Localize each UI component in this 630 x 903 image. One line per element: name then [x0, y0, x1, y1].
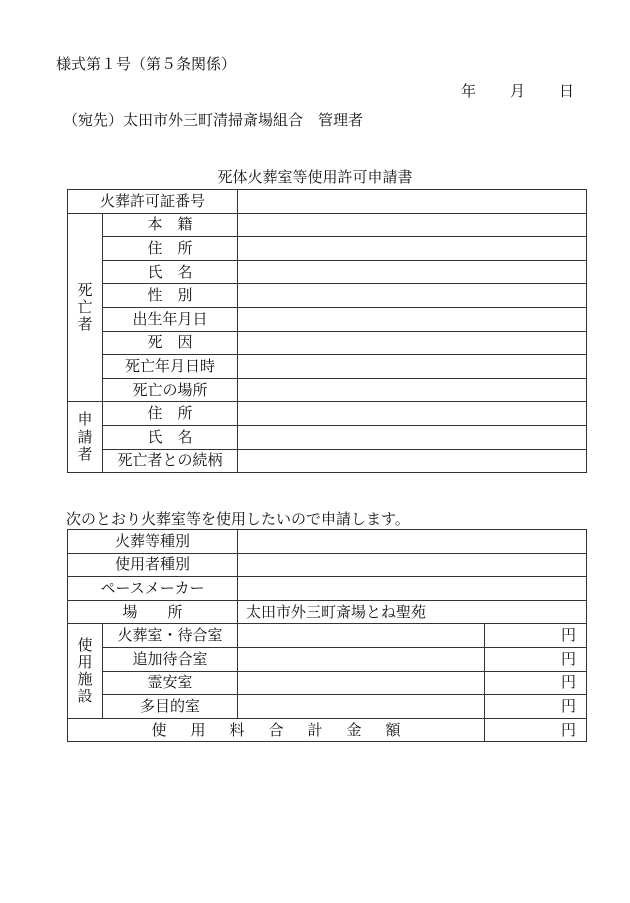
applicant-address-field[interactable]	[238, 402, 587, 426]
total-fee[interactable]: 円	[485, 718, 587, 742]
deceased-char: 者	[77, 315, 93, 334]
permit-number-field[interactable]	[238, 190, 587, 214]
facility-char: 施	[77, 670, 93, 689]
table-row	[68, 624, 587, 648]
multipurpose-room-fee[interactable]: 円	[485, 695, 587, 719]
table-row	[68, 718, 587, 742]
date-day: 日	[559, 82, 575, 100]
table-row	[68, 284, 587, 308]
mortuary-label: 霊安室	[103, 671, 238, 695]
facility-char: 用	[77, 652, 93, 671]
cremation-type-label: 火葬等種別	[68, 530, 238, 554]
table-row	[68, 600, 587, 624]
cause-of-death-label: 死 因	[103, 331, 238, 355]
table-row	[68, 647, 587, 671]
table-row	[68, 425, 587, 449]
place-label: 場 所	[68, 600, 238, 624]
deceased-group-label	[68, 213, 103, 402]
applicant-relationship-label: 死亡者との続柄	[103, 449, 238, 473]
applicant-char: 申	[77, 410, 93, 429]
applicant-char: 請	[77, 427, 93, 446]
table-row	[68, 355, 587, 379]
applicant-name-field[interactable]	[238, 425, 587, 449]
document-title: 死体火葬室等使用許可申請書	[217, 168, 413, 186]
applicant-address-label: 住 所	[103, 402, 238, 426]
mortuary-field[interactable]	[238, 671, 485, 695]
date-year: 年	[461, 82, 477, 100]
place-value: 太田市外三町斎場とね聖苑	[238, 600, 587, 624]
extra-waiting-room-fee[interactable]: 円	[485, 647, 587, 671]
table-row	[68, 449, 587, 473]
mortuary-fee[interactable]: 円	[485, 671, 587, 695]
deceased-name-field[interactable]	[238, 260, 587, 284]
permit-number-label: 火葬許可証番号	[68, 190, 238, 214]
table-row	[68, 260, 587, 284]
table-row	[68, 530, 587, 554]
deceased-birthdate-label: 出生年月日	[103, 307, 238, 331]
addressee: （宛先）太田市外三町清掃斎場組合 管理者	[63, 111, 364, 129]
deceased-domicile-label: 本 籍	[103, 213, 238, 237]
table-row	[68, 402, 587, 426]
pacemaker-field[interactable]	[238, 577, 587, 601]
facility-char: 設	[77, 687, 93, 706]
death-place-label: 死亡の場所	[103, 378, 238, 402]
usage-table	[67, 529, 587, 742]
user-type-field[interactable]	[238, 553, 587, 577]
deceased-char: 死	[77, 280, 93, 299]
table-row	[68, 307, 587, 331]
table-row	[68, 378, 587, 402]
deceased-char: 亡	[77, 297, 93, 316]
extra-waiting-room-field[interactable]	[238, 647, 485, 671]
death-datetime-field[interactable]	[238, 355, 587, 379]
death-place-field[interactable]	[238, 378, 587, 402]
facility-char: 使	[77, 635, 93, 654]
applicant-relationship-field[interactable]	[238, 449, 587, 473]
cremation-type-field[interactable]	[238, 530, 587, 554]
table-row	[68, 671, 587, 695]
table-row	[68, 331, 587, 355]
table-row	[68, 213, 587, 237]
table-row	[68, 577, 587, 601]
deceased-name-label: 氏 名	[103, 260, 238, 284]
date-line	[461, 80, 574, 101]
table-row	[68, 553, 587, 577]
table-row	[68, 190, 587, 214]
facility-group-label	[68, 624, 103, 718]
applicant-group-label	[68, 402, 103, 473]
multipurpose-room-label: 多目的室	[103, 695, 238, 719]
deceased-address-label: 住 所	[103, 237, 238, 261]
applicant-name-label: 氏 名	[103, 425, 238, 449]
request-sentence: 次のとおり火葬室等を使用したいので申請します。	[66, 510, 410, 528]
applicant-char: 者	[77, 444, 93, 463]
deceased-sex-label: 性 別	[103, 284, 238, 308]
date-month: 月	[510, 82, 526, 100]
extra-waiting-room-label: 追加待合室	[103, 647, 238, 671]
cremation-room-label: 火葬室・待合室	[103, 624, 238, 648]
deceased-sex-field[interactable]	[238, 284, 587, 308]
multipurpose-room-field[interactable]	[238, 695, 485, 719]
cause-of-death-field[interactable]	[238, 331, 587, 355]
deceased-birthdate-field[interactable]	[238, 307, 587, 331]
table-row	[68, 695, 587, 719]
user-type-label: 使用者種別	[68, 553, 238, 577]
death-datetime-label: 死亡年月日時	[103, 355, 238, 379]
form-number: 様式第１号（第５条関係）	[56, 55, 237, 73]
pacemaker-label: ペースメーカー	[68, 577, 238, 601]
deceased-domicile-field[interactable]	[238, 213, 587, 237]
deceased-address-field[interactable]	[238, 237, 587, 261]
cremation-room-field[interactable]	[238, 624, 485, 648]
application-table	[67, 189, 587, 473]
total-fee-label: 使用料合計金額	[68, 718, 485, 742]
cremation-room-fee[interactable]: 円	[485, 624, 587, 648]
table-row	[68, 237, 587, 261]
